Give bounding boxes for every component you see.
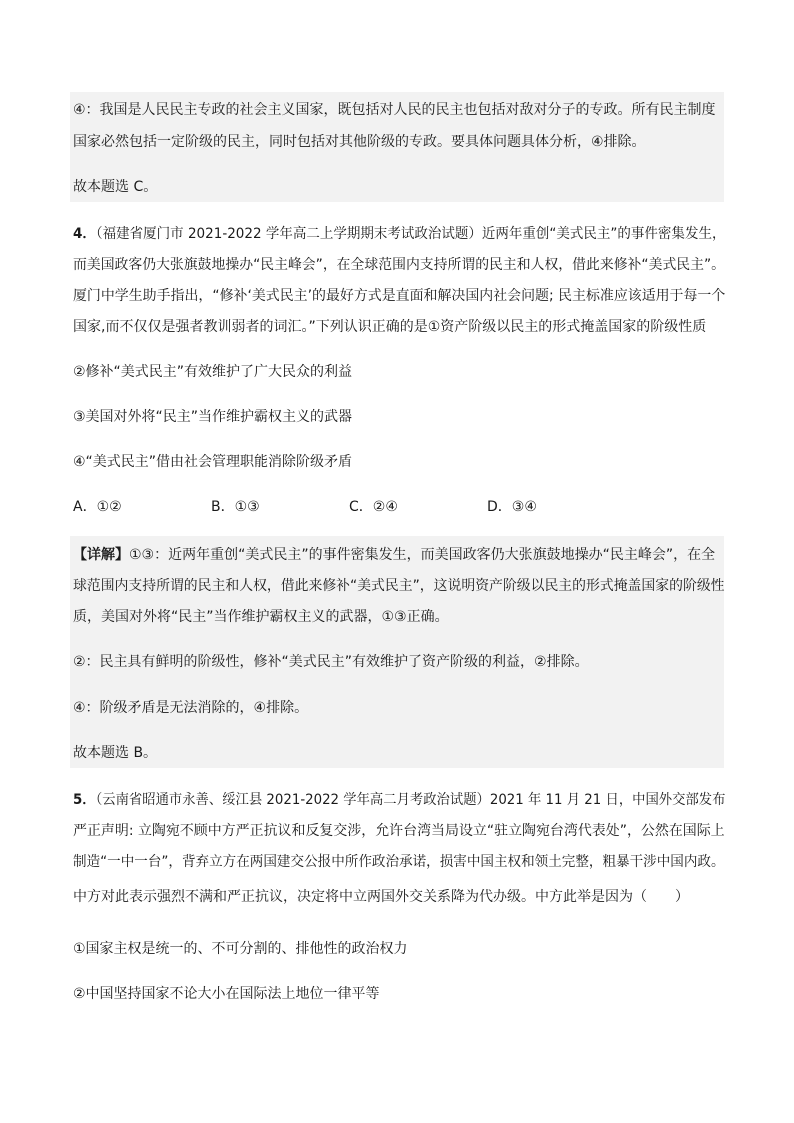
q4-line-2: 而美国政客仍大张旗鼓地操办“民主峰会”，在全球范围内支持所谓的民主和人权，借此来修补“美式民主”。 — [73, 257, 726, 273]
q4-answer: 故本题选 B。 — [73, 745, 158, 761]
q4-option-c: C．②④ — [349, 499, 398, 515]
q4-line-1-text: （福建省厦门市 2021-2022 学年高二上学期期末考试政治试题）近两年重创“美式民主”的事件密集发生， — [95, 226, 726, 242]
q4-explain-line-2: 球范围内支持所谓的民主和人权，借此来修补“美式民主”，这说明资产阶级以民主的形式掩盖国家的阶级性 — [73, 578, 725, 594]
q5-line-3: 制造“一中一台”，背弃立方在两国建交公报中所作政治承诺，损害中国主权和领土完整，粗暴干涉中国内政。 — [73, 854, 725, 870]
q4-item-3: ③美国对外将“民主”当作维护霸权主义的武器 — [73, 409, 353, 425]
q4-line-3: 厦门中学生助手指出，“修补‘美式民主’的最好方式是直面和解决国内社会问题; 民主标准应该适用于每一个 — [73, 288, 726, 304]
q4-item-4: ④“美式民主”借由社会管理职能消除阶级矛盾 — [73, 454, 353, 470]
q3-explain-line-1: ④：我国是人民民主专政的社会主义国家，既包括对人民的民主也包括对敌对分子的专政。所有民主制度 — [73, 102, 716, 118]
q4-explain-line-1-text: ①③：近两年重创“美式民主”的事件密集发生，而美国政客仍大张旗鼓地操办“民主峰会”，在全 — [129, 547, 716, 563]
q5-item-2: ②中国坚持国家不论大小在国际法上地位一律平等 — [73, 986, 380, 1002]
q4-line-4: 国家,而不仅仅是强者教训弱者的词汇。”下列认识正确的是①资产阶级以民主的形式掩盖国家的阶级性质 — [73, 319, 707, 335]
q4-explain-line-3: 质，美国对外将“民主”当作维护霸权主义的武器，①③正确。 — [73, 609, 449, 625]
q5-line-1-text: （云南省昭通市永善、绥江县 2021-2022 学年高二月考政治试题）2021 年 11 月 21 日，中国外交部发布 — [95, 792, 726, 808]
q4-option-b: B．①③ — [211, 499, 260, 515]
q3-answer: 故本题选 C。 — [73, 179, 158, 195]
q4-number: 4． — [73, 226, 96, 242]
q5-number: 5． — [73, 792, 96, 808]
q4-item-2: ②修补“美式民主”有效维护了广大民众的利益 — [73, 364, 353, 380]
q4-line-1 — [73, 224, 725, 244]
q5-line-4: 中方对此表示强烈不满和严正抗议，决定将中立两国外交关系降为代办级。中方此举是因为（ ） — [73, 889, 689, 905]
q5-line-1 — [73, 790, 725, 810]
q4-explain-label: 【详解】 — [73, 547, 129, 563]
q5-line-2: 严正声明: 立陶宛不顾中方严正抗议和反复交涉，允许台湾当局设立“驻立陶宛台湾代表处”，公然在国际上 — [73, 823, 725, 839]
q4-explain-line-1 — [73, 545, 715, 565]
q4-option-a: A．①② — [73, 499, 122, 515]
q4-explain-line-5: ④：阶级矛盾是无法消除的，④排除。 — [73, 700, 309, 716]
q4-option-d: D．③④ — [487, 499, 537, 515]
q5-item-1: ①国家主权是统一的、不可分割的、排他性的政治权力 — [73, 941, 408, 957]
q4-explain-line-4: ②：民主具有鲜明的阶级性，修补“美式民主”有效维护了资产阶级的利益，②排除。 — [73, 654, 589, 670]
q3-explain-line-2: 国家必然包括一定阶级的民主，同时包括对其他阶级的专政。要具体问题具体分析，④排除。 — [73, 134, 646, 150]
